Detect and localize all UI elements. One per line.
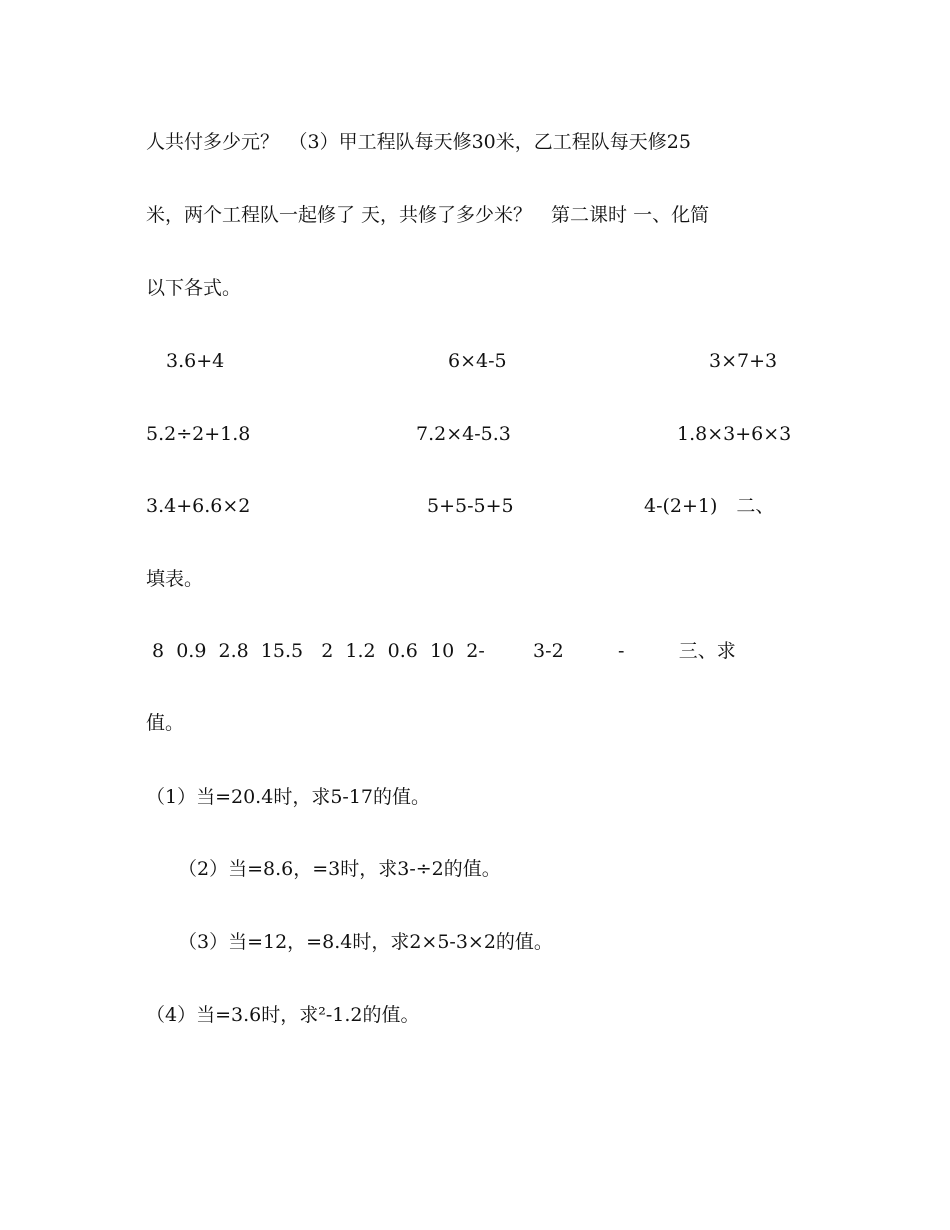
paragraph-line-1: 人共付多少元？ （3）甲工程队每天修30米，乙工程队每天修25 bbox=[146, 131, 691, 153]
exercise-r1-c1: 3.6+4 bbox=[166, 350, 225, 372]
exercise-r1-c3: 3×7+3 bbox=[709, 350, 778, 372]
exercise-r2-c1: 5.2÷2+1.8 bbox=[146, 423, 251, 445]
fill-table-heading: 填表。 bbox=[146, 568, 204, 590]
question-2: （2）当=8.6，=3时，求3-÷2的值。 bbox=[178, 858, 501, 880]
exercise-r1-c2: 6×4-5 bbox=[448, 350, 507, 372]
question-3: （3）当=12，=8.4时，求2×5-3×2的值。 bbox=[178, 931, 553, 953]
exercise-r2-c3: 1.8×3+6×3 bbox=[677, 423, 792, 445]
table-values-line: 8 0.9 2.8 15.5 2 1.2 0.6 10 2- 3-2 - 三、求 bbox=[146, 640, 736, 662]
question-1: （1）当=20.4时，求5-17的值。 bbox=[146, 786, 430, 808]
question-4: （4）当=3.6时，求²-1.2的值。 bbox=[146, 1004, 420, 1026]
exercise-r3-c3: 4-(2+1) 二、 bbox=[644, 495, 775, 517]
exercise-r3-c1: 3.4+6.6×2 bbox=[146, 495, 251, 517]
paragraph-line-3: 以下各式。 bbox=[146, 277, 242, 299]
paragraph-line-2: 米，两个工程队一起修了 天，共修了多少米？ 第二课时 一、化简 bbox=[146, 204, 710, 226]
exercise-r2-c2: 7.2×4-5.3 bbox=[416, 423, 511, 445]
exercise-r3-c2: 5+5-5+5 bbox=[427, 495, 514, 517]
evaluate-heading: 值。 bbox=[146, 712, 185, 734]
